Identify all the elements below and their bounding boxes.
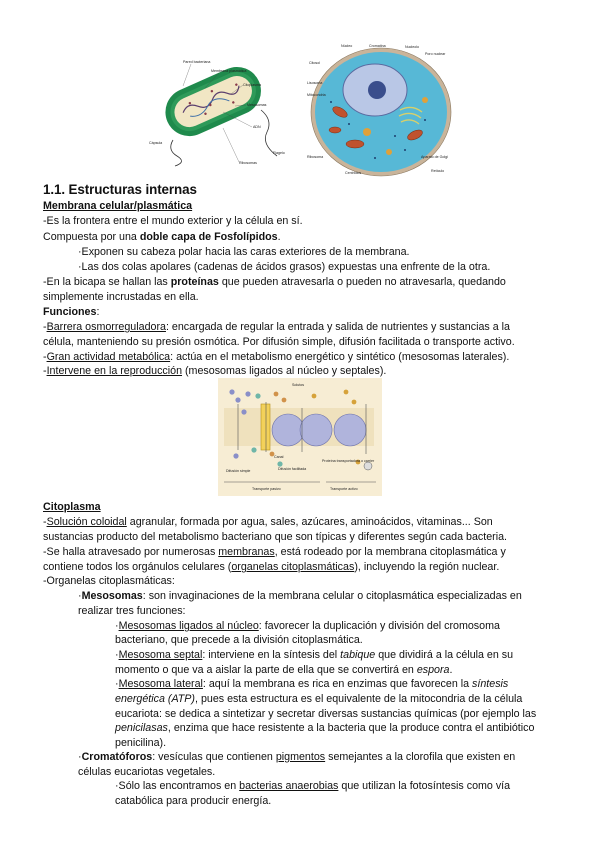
transport-label: Transporte pasivo bbox=[252, 487, 281, 491]
bacteria-label: Flagelo bbox=[273, 151, 285, 155]
term-organelas: organelas citoplasmáticas bbox=[231, 561, 355, 573]
eukaryote-label: Núcleo bbox=[341, 44, 353, 48]
term-anaerobias: bacterias anaerobias bbox=[239, 780, 339, 792]
body-line: contiene todos los orgánulos celulares (organelas citoplasmáticas), incluyendo la región nuclear. bbox=[43, 561, 500, 573]
term-pigmentos: pigmentos bbox=[275, 751, 326, 763]
body-line: -En la bicapa se hallan las proteínas que pueden atravesarla o pueden no atravesarla, quedando bbox=[43, 276, 506, 288]
term-coloidal: Solución coloidal bbox=[46, 516, 127, 528]
term-metabolica: Gran actividad metabólica bbox=[46, 351, 171, 363]
term-mesosoma-septal: Mesosoma septal bbox=[118, 649, 203, 661]
term-mesosoma-lateral: Mesosoma lateral bbox=[118, 678, 203, 690]
bacteria-label: Pared bacteriana bbox=[183, 60, 211, 64]
citoplasma-heading: Citoplasma bbox=[43, 501, 101, 513]
term-proteinas: proteínas bbox=[170, 276, 219, 288]
bacteria-label: Mesosomas bbox=[247, 103, 267, 107]
body-line: célula, manteniendo su presión osmótica. Por difusión simple, difusión facilitada o transporte activo. bbox=[43, 336, 515, 348]
eukaryote-label: Lisosoma bbox=[307, 81, 323, 85]
eukaryote-label: Retículo bbox=[431, 169, 445, 173]
membrana-heading: Membrana celular/plasmática bbox=[43, 200, 193, 212]
body-line: simplemente incrustadas en ella. bbox=[43, 291, 199, 303]
body-line: bacteriano, que precede a la división citoplasmática. bbox=[115, 634, 363, 646]
eukaryote-label: Mitocondria bbox=[307, 93, 326, 97]
eukaryote-label: Ribosoma bbox=[307, 155, 324, 159]
body-line: -Se halla atravesado por numerosas membranas, está rodeado por la membrana citoplasmática y bbox=[43, 546, 506, 558]
term-reproduccion: Intervene en la reproducción bbox=[46, 365, 183, 377]
body-line: ·Mesosomas: son invaginaciones de la membrana celular o citoplasmática especializadas en bbox=[78, 590, 522, 602]
transport-label: Canal bbox=[274, 455, 284, 459]
body-line: ·Mesosomas ligados al núcleo: favorecer la duplicación y división del cromosoma bbox=[115, 620, 500, 632]
eukaryote-label: Citosol bbox=[309, 61, 320, 65]
transport-label: Transporte activo bbox=[330, 487, 358, 491]
body-line: energética (ATP), pues esta estructura es el equivalente de la mitocondria de la célula bbox=[115, 693, 523, 705]
body-line: ·Mesosoma lateral: aquí la membrana es rica en enzimas que favorecen la síntesis bbox=[115, 678, 509, 690]
section-title: 1.1. Estructuras internas bbox=[43, 182, 197, 197]
bacteria-label: Citoplasma bbox=[243, 83, 261, 87]
bacteria-label: Cápsula bbox=[149, 141, 163, 145]
term-fosfolipidos: doble capa de Fosfolípidos bbox=[139, 231, 278, 243]
term-mesosoma-nucleo: Mesosomas ligados al núcleo bbox=[118, 620, 259, 632]
bacteria-label: Ribosomas bbox=[239, 161, 257, 165]
body-line: ·Mesosoma septal: interviene en la síntesis del tabique que dividirá a la célula en su bbox=[115, 649, 514, 661]
body-line: ·Las dos colas apolares (cadenas de ácidos grasos) expuestas una enfrente de la otra. bbox=[78, 261, 491, 273]
eukaryote-label: Poro nuclear bbox=[425, 52, 446, 56]
body-line: ·Exponen su cabeza polar hacia las caras exteriores de la membrana. bbox=[78, 246, 410, 258]
body-line: ·Sólo las encontramos en bacterias anaerobias que utilizan la fotosíntesis como vía bbox=[115, 780, 511, 792]
transport-label: Difusión facilitada bbox=[278, 467, 307, 471]
bacteria-label: Membrana plasmática bbox=[211, 69, 247, 73]
body-line: penicilasas, enzima que hace resistente a la bacteria que la produce contra el antibiótico bbox=[115, 722, 535, 734]
bacteria-figure bbox=[143, 48, 308, 168]
body-line: eucariota: se dedica a sintetizar y secretar diversas sustancias químicas (por ejemplo las bbox=[115, 708, 537, 720]
body-line: Compuesta por una doble capa de Fosfolípidos. bbox=[43, 231, 281, 243]
body-line: catabólica para producir energía. bbox=[115, 795, 272, 807]
term-mesosomas: Mesosomas bbox=[81, 590, 143, 602]
body-line: ·Cromatóforos: vesículas que contienen pigmentos semejantes a la clorofila que existen en bbox=[78, 751, 516, 763]
body-line: momento o que va a aislar la parte de ella que se convertirá en espora. bbox=[115, 664, 453, 676]
transport-label: Solutos bbox=[292, 383, 304, 387]
transport-figure bbox=[218, 378, 382, 496]
body-line: realizar tres funciones: bbox=[78, 605, 186, 617]
eukaryote-label: Aparato de Golgi bbox=[421, 155, 448, 159]
body-line: penicilina). bbox=[115, 737, 167, 749]
term-barrera: Barrera osmorreguladora bbox=[46, 321, 166, 333]
body-line: -Solución coloidal agranular, formada por agua, sales, azúcares, aminoácidos, vitaminas... Son bbox=[43, 516, 493, 528]
eukaryote-figure bbox=[305, 40, 460, 180]
eukaryote-label: Cromatina bbox=[369, 44, 386, 48]
body-line: -Gran actividad metabólica: actúa en el metabolismo energético y sintético (mesosomas laterales). bbox=[43, 351, 510, 363]
transport-label: Difusión simple bbox=[226, 469, 251, 473]
funciones-heading: Funciones: bbox=[43, 306, 100, 318]
body-line: -Intervene en la reproducción (mesosomas ligados al núcleo y septales). bbox=[43, 365, 387, 377]
body-line: -Organelas citoplasmáticas: bbox=[43, 575, 175, 587]
eukaryote-label: Nucleolo bbox=[405, 45, 419, 49]
body-line: -Barrera osmorreguladora: encargada de regular la entrada y salida de nutrientes y sustancias a la bbox=[43, 321, 510, 333]
term-membranas: membranas bbox=[218, 546, 275, 558]
bacteria-label: ADN bbox=[253, 125, 261, 129]
body-line: células eucariotas vegetales. bbox=[78, 766, 216, 778]
body-line: -Es la frontera entre el mundo exterior y la célula en sí. bbox=[43, 215, 303, 227]
eukaryote-label: Centriolos bbox=[345, 171, 362, 175]
term-cromatoforos: Cromatóforos bbox=[81, 751, 153, 763]
transport-label: Proteína transportadora o carrier bbox=[322, 459, 375, 463]
body-line: sustancias producto del metabolismo bacteriano que son típicas y diferentes según cada bacteria. bbox=[43, 531, 507, 543]
